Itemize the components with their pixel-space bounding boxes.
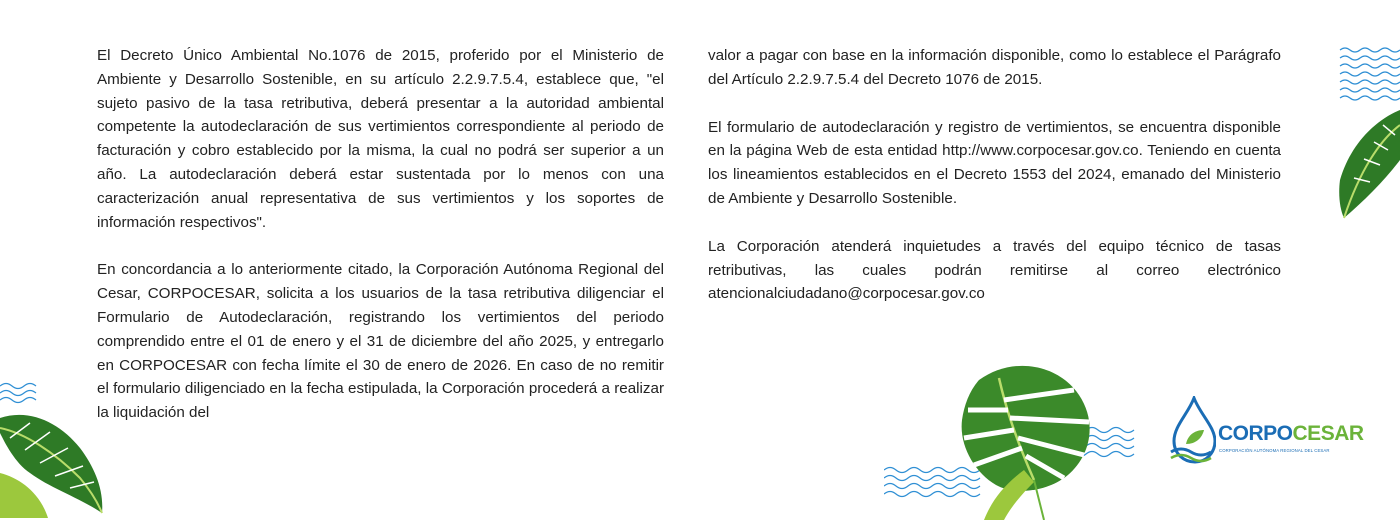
water-drop-icon	[1166, 396, 1216, 466]
palm-leaf-icon	[1320, 40, 1400, 220]
wave-lines-icon	[1340, 48, 1400, 100]
monstera-leaf-icon	[884, 360, 1144, 520]
corpocesar-logo	[1166, 396, 1364, 466]
paragraph-request: En concordancia a lo anteriormente citado, la Corporación Autónoma Regional del Cesar, CORPOCESAR, solicita a los usuarios de la tasa retributiva diligenciar el Formulario de Autodeclaración, registrando los vertimientos del periodo comprendido entre el 01 de enero y el 31 de diciembre del año 2025, y entregarlo en CORPOCESAR con fecha límite el 30 de enero de 2026. En caso de no remitir el formulario diligenciado en la fecha estipulada, la Corporación procederá a realizar la liquidación del	[97, 261, 664, 422]
left-text-column	[97, 44, 664, 449]
right-text-column	[708, 44, 1281, 330]
wave-lines-icon	[0, 384, 36, 403]
logo-subtitle: CORPORACIÓN AUTÓNOMA REGIONAL DEL CESAR	[1219, 448, 1330, 453]
paragraph-contact: La Corporación atenderá inquietudes a través del equipo técnico de tasas retributivas, las cuales podrán remitirse al correo electrónico atencionalciudadano@corpocesar.gov.co	[708, 237, 1281, 303]
paragraph-form-availability: El formulario de autodeclaración y registro de vertimientos, se encuentra disponible en la página Web de esta entidad http://www.corpocesar.gov.co. Teniendo en cuenta los lineamientos establecidos en el Decreto 1553 del 2024, emanado del Ministerio de Ambiente y Desarrollo Sostenible.	[708, 118, 1281, 207]
logo-wordmark: CORPOCESAR	[1218, 422, 1364, 445]
paragraph-decree: El Decreto Único Ambiental No.1076 de 2015, proferido por el Ministerio de Ambiente y Desarrollo Sostenible, en su artículo 2.2.9.7.5.4, establece que, "el sujeto pasivo de la tasa retributiva, deberá presentar a la autoridad ambiental competente la autodeclaración de sus vertimientos correspondiente al periodo de facturación y cobro establecido por la misma, la cual no podrá ser superior a un año. La autodeclaración deberá estar sustentada por lo menos con una caracterización anual representativa de sus vertimientos y los soportes de información respectivos".	[97, 47, 664, 231]
palm-leaf-icon	[0, 378, 110, 520]
paragraph-continuation: valor a pagar con base en la información disponible, como lo establece el Parágrafo del Artículo 2.2.9.7.5.4 del Decreto 1076 de 2015.	[708, 47, 1281, 88]
